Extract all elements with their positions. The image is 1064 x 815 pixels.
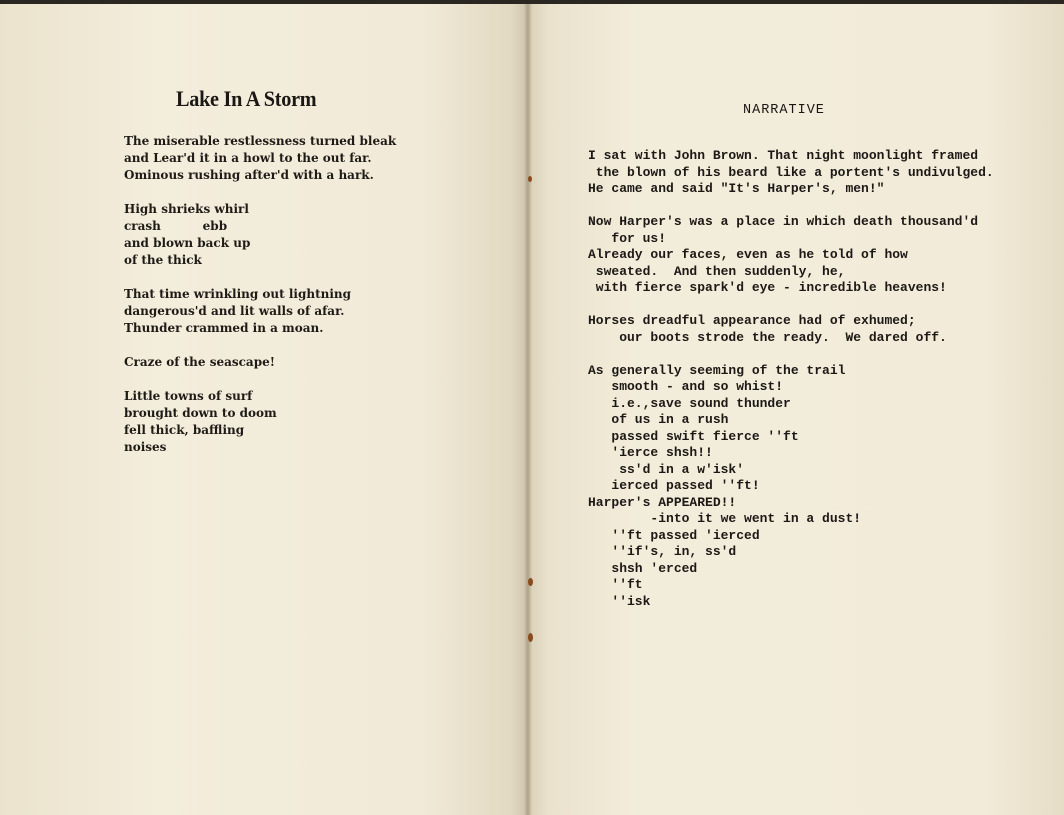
narrative-line: for us!	[588, 230, 667, 246]
narrative-line: passed swift fierce ''ft	[588, 428, 799, 444]
poem-line: High shrieks whirl	[124, 202, 249, 216]
narrative-body	[588, 148, 994, 610]
poem-line	[124, 371, 396, 388]
narrative-line: ''isk	[588, 593, 651, 609]
narrative-line: of us in a rush	[588, 412, 729, 427]
poem-line: brought down to doom	[124, 406, 277, 420]
poem-line: dangerous'd and lit walls of afar.	[124, 304, 345, 318]
poem-line: noises	[124, 440, 167, 454]
poem-line: The miserable restlessness turned bleak	[124, 134, 397, 148]
poem-line	[124, 337, 396, 354]
poem-line: and Lear'd it in a howl to the out far.	[124, 151, 372, 165]
narrative-line: Now Harper's was a place in which death thousand'd	[588, 214, 979, 229]
narrative-line: I sat with John Brown. That night moonlight framed	[588, 148, 979, 163]
narrative-line: shsh 'erced	[588, 560, 698, 576]
left-page	[0, 4, 527, 815]
narrative-line: the blown of his beard like a portent's undivulged.	[588, 164, 994, 180]
narrative-line: ''ft passed 'ierced	[588, 527, 760, 543]
stain-mark	[528, 633, 533, 642]
narrative-line: ierced passed ''ft!	[588, 478, 760, 493]
narrative-title: NARRATIVE	[743, 103, 825, 118]
narrative-line	[588, 346, 994, 363]
poem-line: of the thick	[124, 253, 202, 267]
narrative-line: sweated. And then suddenly, he,	[588, 263, 846, 279]
poem-line: fell thick, baffling	[124, 423, 245, 437]
narrative-line	[588, 297, 994, 314]
narrative-line: our boots strode the ready. We dared off.	[588, 329, 947, 345]
poem-line	[124, 269, 396, 286]
poem-line: Craze of the seascape!	[124, 355, 275, 369]
narrative-line: Harper's APPEARED!!	[588, 494, 737, 510]
narrative-line: smooth - and so whist!	[588, 379, 784, 394]
right-page	[527, 4, 1064, 815]
narrative-line: Already our faces, even as he told of how	[588, 247, 908, 262]
poem-line: Little towns of surf	[124, 389, 253, 403]
book-spread	[0, 4, 1064, 815]
narrative-line: i.e.,save sound thunder	[588, 395, 791, 411]
poem-line: That time wrinkling out lightning	[124, 287, 352, 301]
narrative-line: with fierce spark'd eye - incredible heavens!	[588, 280, 947, 295]
narrative-line: -into it we went in a dust!	[588, 511, 862, 526]
narrative-line: ''ft	[588, 577, 643, 592]
poem-line: Ominous rushing after'd with a hark.	[124, 168, 374, 182]
narrative-line: As generally seeming of the trail	[588, 362, 846, 378]
narrative-line: ss'd in a w'isk'	[588, 461, 745, 477]
stain-mark	[528, 176, 532, 182]
narrative-line: 'ierce shsh!!	[588, 445, 713, 460]
poem-line: and blown back up	[124, 236, 251, 250]
narrative-line: He came and said "It's Harper's, men!"	[588, 181, 885, 196]
poem-line	[124, 184, 396, 201]
book-gutter	[524, 4, 532, 815]
narrative-line	[588, 198, 994, 215]
poem-body	[124, 133, 396, 456]
poem-line: Thunder crammed in a moan.	[124, 321, 324, 335]
poem-title: Lake In A Storm	[176, 86, 317, 111]
narrative-line: ''if's, in, ss'd	[588, 544, 737, 559]
narrative-line: Horses dreadful appearance had of exhumed;	[588, 313, 916, 328]
stain-mark	[528, 578, 533, 586]
poem-line: crash ebb	[124, 219, 228, 233]
